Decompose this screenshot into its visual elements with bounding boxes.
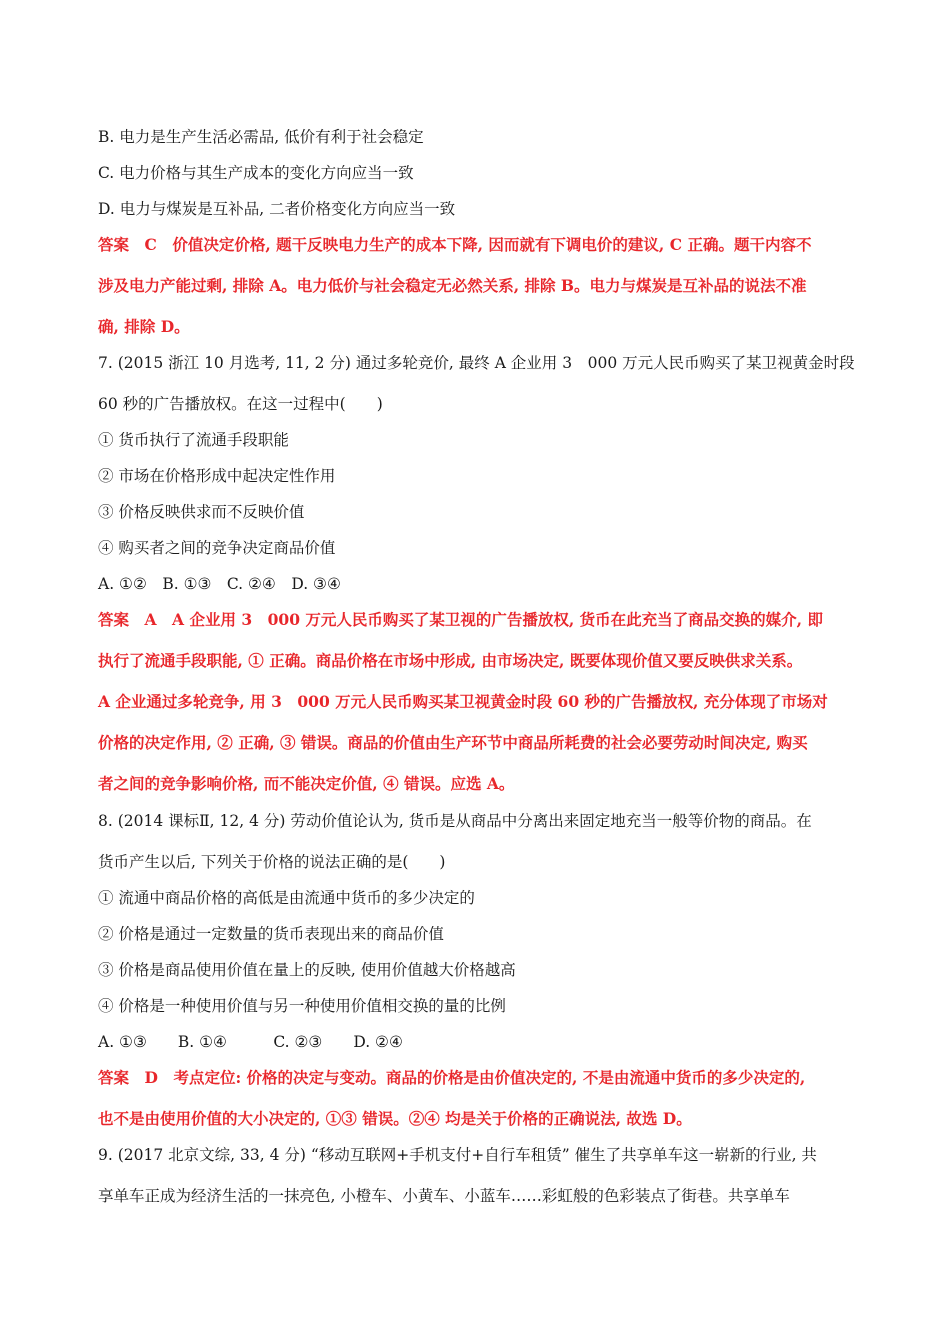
q9-stem-line: 享单车正成为经济生活的一抹亮色, 小橙车、小黄车、小蓝车……彩虹般的色彩装点了街巷。共享单车 — [98, 1187, 790, 1205]
q6-option-d: D. 电力与煤炭是互补品, 二者价格变化方向应当一致 — [98, 200, 456, 218]
q6-answer-line: 确, 排除 D。 — [98, 317, 190, 336]
q6-answer-line: 涉及电力产能过剩, 排除 A。电力低价与社会稳定无必然关系, 排除 B。电力与煤炭是互补品的说法不准 — [98, 276, 807, 295]
q7-answer-line: 者之间的竞争影响价格, 而不能决定价值, ④ 错误。应选 A。 — [98, 774, 515, 793]
q7-answer-line: 答案 A A 企业用 3 000 万元人民币购买了某卫视的广告播放权, 货币在此充当了商品交换的媒介, 即 — [98, 610, 823, 629]
q7-item: ① 货币执行了流通手段职能 — [98, 431, 289, 449]
q7-choices: A. ①② B. ①③ C. ②④ D. ③④ — [98, 575, 341, 593]
q7-item: ② 市场在价格形成中起决定性作用 — [98, 467, 336, 485]
q6-answer-line: 答案 C 价值决定价格, 题干反映电力生产的成本下降, 因而就有下调电价的建议, C 正确。题干内容不 — [98, 235, 812, 254]
q8-stem-line: 8. (2014 课标Ⅱ, 12, 4 分) 劳动价值论认为, 货币是从商品中分离出来固定地充当一般等价物的商品。在 — [98, 812, 812, 830]
q7-answer-line: A 企业通过多轮竞争, 用 3 000 万元人民币购买某卫视黄金时段 60 秒的广告播放权, 充分体现了市场对 — [98, 692, 828, 711]
q9-stem-line: 9. (2017 北京文综, 33, 4 分) “移动互联网+手机支付+自行车租赁” 催生了共享单车这一崭新的行业, 共 — [98, 1146, 817, 1164]
q7-answer-line: 执行了流通手段职能, ① 正确。商品价格在市场中形成, 由市场决定, 既要体现价值又要反映供求关系。 — [98, 651, 803, 670]
q8-answer-line: 也不是由使用价值的大小决定的, ①③ 错误。②④ 均是关于价格的正确说法, 故选 D。 — [98, 1109, 692, 1128]
q7-answer-line: 价格的决定作用, ② 正确, ③ 错误。商品的价值由生产环节中商品所耗费的社会必要劳动时间决定, 购买 — [98, 733, 808, 752]
q8-item: ④ 价格是一种使用价值与另一种使用价值相交换的量的比例 — [98, 997, 506, 1015]
q6-option-b: B. 电力是生产生活必需品, 低价有利于社会稳定 — [98, 128, 424, 146]
q8-choices: A. ①③ B. ①④ C. ②③ D. ②④ — [98, 1033, 403, 1051]
q8-item: ② 价格是通过一定数量的货币表现出来的商品价值 — [98, 925, 444, 943]
q8-answer-line: 答案 D 考点定位: 价格的决定与变动。商品的价格是由价值决定的, 不是由流通中货币的多少决定的, — [98, 1068, 806, 1087]
q8-stem-line: 货币产生以后, 下列关于价格的说法正确的是( ) — [98, 853, 446, 871]
q7-item: ④ 购买者之间的竞争决定商品价值 — [98, 539, 336, 557]
q8-item: ③ 价格是商品使用价值在量上的反映, 使用价值越大价格越高 — [98, 961, 516, 979]
q7-stem-line: 60 秒的广告播放权。在这一过程中( ) — [98, 395, 383, 413]
q6-option-c: C. 电力价格与其生产成本的变化方向应当一致 — [98, 164, 414, 182]
q7-stem-line: 7. (2015 浙江 10 月选考, 11, 2 分) 通过多轮竞价, 最终 A 企业用 3 000 万元人民币购买了某卫视黄金时段 — [98, 354, 855, 372]
q8-item: ① 流通中商品价格的高低是由流通中货币的多少决定的 — [98, 889, 475, 907]
q7-item: ③ 价格反映供求而不反映价值 — [98, 503, 305, 521]
